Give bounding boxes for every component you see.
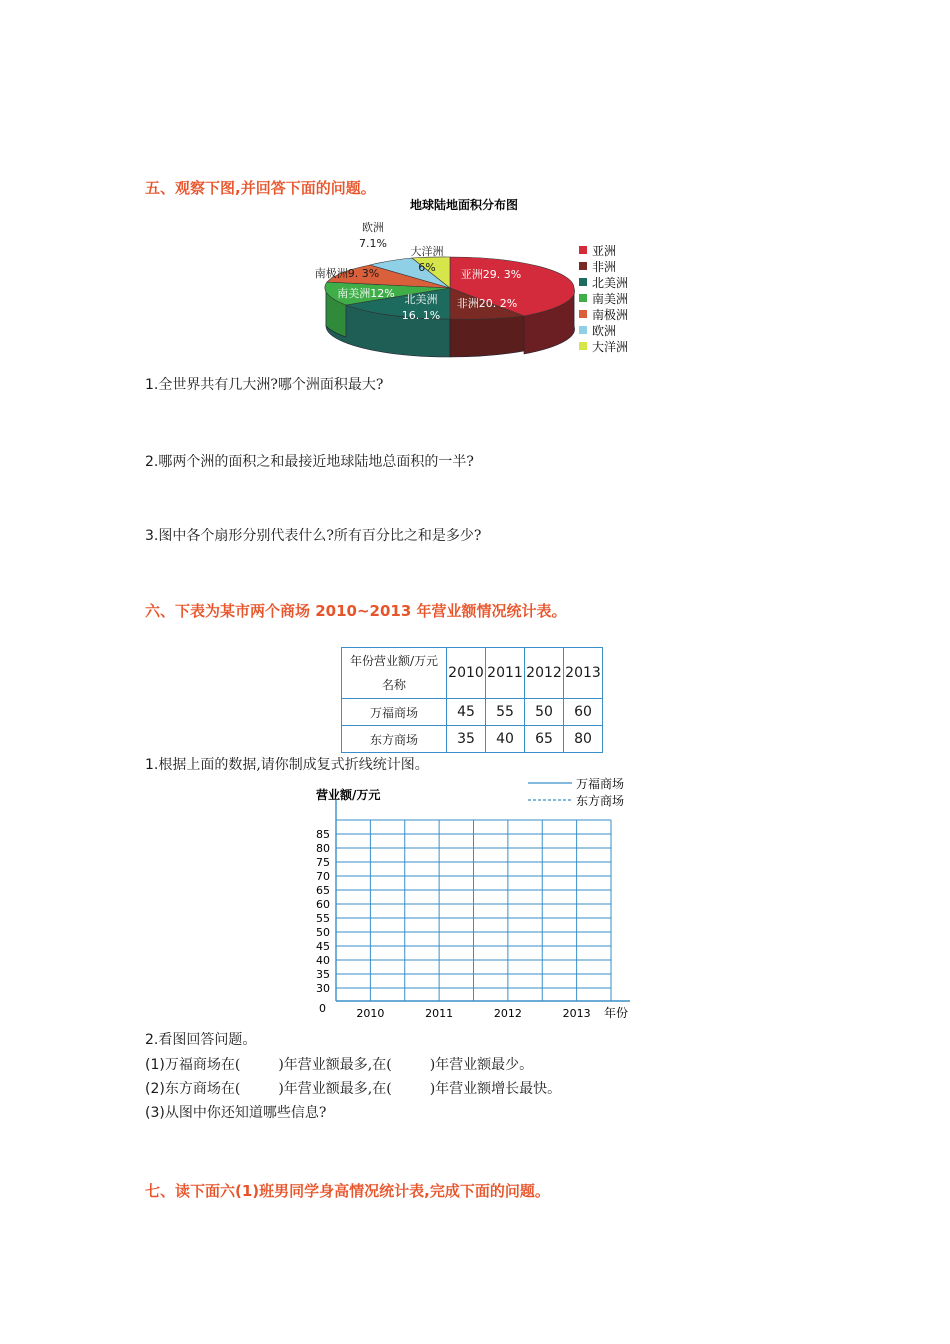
grid-y-tick-label: 30 [316, 982, 330, 995]
table-year: 2011 [486, 648, 525, 699]
s5-question-3 [145, 525, 481, 545]
table-cell: 50 [525, 699, 564, 726]
s6-question-2-num: 2. [145, 1032, 159, 1048]
legend-swatch-oceania [579, 342, 587, 350]
s5-question-3-text: 图中各个扇形分别代表什么?所有百分比之和是多少? [158, 528, 482, 544]
table-header-corner [342, 648, 447, 699]
s6-sub-2-b: )年营业额最多,在( [278, 1081, 392, 1097]
s5-question-2 [145, 451, 474, 471]
s6-sub-2 [145, 1078, 561, 1098]
grid-y-tick-label: 45 [316, 940, 330, 953]
legend-label-europe: 欧洲 [592, 324, 617, 338]
legend-swatch-namerica [579, 278, 587, 286]
grid-x-tick-label: 2012 [493, 1007, 522, 1020]
pie-label-asia: 亚洲29. 3% [460, 268, 522, 281]
blank-line-grid [300, 772, 645, 1024]
legend-label-oceania: 大洋洲 [592, 340, 629, 354]
s6-sub-1-a: 万福商场在( [164, 1057, 241, 1073]
grid-legend-dongfang: 东方商场 [576, 794, 625, 808]
s6-question-1-text: 根据上面的数据,请你制成复式折线统计图。 [158, 757, 429, 773]
pie-label-oceania-name: 大洋洲 [410, 245, 444, 258]
grid-ylabel: 营业额/万元 [316, 788, 381, 802]
grid-y-ticks [316, 828, 330, 995]
s6-sub-1-c: )年营业额最少。 [429, 1057, 534, 1073]
pie-legend [579, 244, 628, 354]
table-cell: 35 [447, 726, 486, 753]
s6-question-2 [145, 1029, 256, 1049]
legend-swatch-europe [579, 326, 587, 334]
pie-chart [300, 192, 650, 367]
legend-label-namerica: 北美洲 [592, 276, 629, 290]
table-cell: 45 [447, 699, 486, 726]
legend-swatch-africa [579, 262, 587, 270]
s5-question-1-text: 全世界共有几大洲?哪个洲面积最大? [158, 377, 384, 393]
table-year: 2013 [564, 648, 603, 699]
pie-label-africa: 非洲20. 2% [456, 297, 518, 310]
section5-title: 五、观察下图,并回答下面的问题。 [145, 179, 376, 197]
grid-y-tick-label: 50 [316, 926, 330, 939]
grid-x-tick-label: 2010 [356, 1007, 385, 1020]
pie-label-namerica-pct: 16. 1% [401, 309, 441, 322]
s6-question-1 [145, 754, 429, 774]
legend-swatch-samerica [579, 294, 587, 302]
table-row-name: 东方商场 [342, 726, 447, 753]
legend-label-asia: 亚洲 [592, 244, 617, 258]
table-cell: 65 [525, 726, 564, 753]
table-header-row [342, 648, 603, 699]
grid-x-ticks [356, 1007, 590, 1020]
section7-title: 七、读下面六(1)班男同学身高情况统计表,完成下面的问题。 [145, 1182, 550, 1200]
table-year: 2010 [447, 648, 486, 699]
legend-label-antarctica: 南极洲 [592, 308, 629, 322]
pie-title: 地球陆地面积分布图 [409, 198, 519, 212]
pie-label-europe-name: 欧洲 [362, 221, 384, 234]
grid-x-tick-label: 2013 [562, 1007, 591, 1020]
pie-label-europe-pct: 7.1% [359, 237, 387, 250]
pie-label-namerica-name: 北美洲 [404, 293, 438, 306]
s6-sub-1 [145, 1054, 533, 1074]
s6-sub-1-b: )年营业额最多,在( [278, 1057, 392, 1073]
s6-sub-2-a: 东方商场在( [164, 1081, 241, 1097]
legend-label-samerica: 南美洲 [592, 292, 629, 306]
s5-question-2-num: 2. [145, 454, 159, 470]
grid-xlabel: 年份 [604, 1006, 629, 1020]
pie-label-antarctica: 南极洲9. 3% [314, 267, 380, 280]
s5-question-3-num: 3. [145, 528, 159, 544]
s6-question-2-text: 看图回答问题。 [158, 1032, 257, 1048]
legend-swatch-asia [579, 246, 587, 254]
s6-sub-2-c: )年营业额增长最快。 [429, 1081, 562, 1097]
grid-y-tick-label: 60 [316, 898, 330, 911]
grid-lines [336, 820, 611, 1001]
table-cell: 60 [564, 699, 603, 726]
s6-sub-3 [145, 1102, 326, 1122]
table-row-name: 万福商场 [342, 699, 447, 726]
s5-question-1-num: 1. [145, 377, 159, 393]
section6-title: 六、下表为某市两个商场 2010~2013 年营业额情况统计表。 [145, 602, 567, 620]
table-cell: 80 [564, 726, 603, 753]
table-row [342, 726, 603, 753]
s6-sub-3-a: 从图中你还知道哪些信息? [164, 1105, 327, 1121]
s6-sub-2-num: (2) [145, 1081, 165, 1097]
s5-question-1 [145, 374, 383, 394]
legend-swatch-antarctica [579, 310, 587, 318]
grid-y-tick-label: 35 [316, 968, 330, 981]
grid-zero: 0 [319, 1002, 326, 1015]
grid-y-tick-label: 55 [316, 912, 330, 925]
grid-y-tick-label: 70 [316, 870, 330, 883]
table-year: 2012 [525, 648, 564, 699]
grid-legend-wanfu: 万福商场 [576, 777, 625, 791]
pie-label-samerica: 南美洲12% [337, 287, 395, 300]
grid-y-tick-label: 40 [316, 954, 330, 967]
grid-y-tick-label: 65 [316, 884, 330, 897]
table-row [342, 699, 603, 726]
grid-y-tick-label: 80 [316, 842, 330, 855]
pie-label-oceania-pct: 6% [418, 261, 436, 274]
grid-y-tick-label: 75 [316, 856, 330, 869]
grid-y-tick-label: 85 [316, 828, 330, 841]
sales-table [341, 647, 603, 753]
table-header-top: 年份营业额/万元 [349, 654, 439, 668]
legend-label-africa: 非洲 [592, 260, 617, 274]
s6-question-1-num: 1. [145, 757, 159, 773]
s6-sub-3-num: (3) [145, 1105, 165, 1121]
table-cell: 40 [486, 726, 525, 753]
table-cell: 55 [486, 699, 525, 726]
s6-sub-1-num: (1) [145, 1057, 165, 1073]
s5-question-2-text: 哪两个洲的面积之和最接近地球陆地总面积的一半? [158, 454, 474, 470]
grid-x-tick-label: 2011 [425, 1007, 454, 1020]
table-header-bottom: 名称 [381, 678, 406, 692]
